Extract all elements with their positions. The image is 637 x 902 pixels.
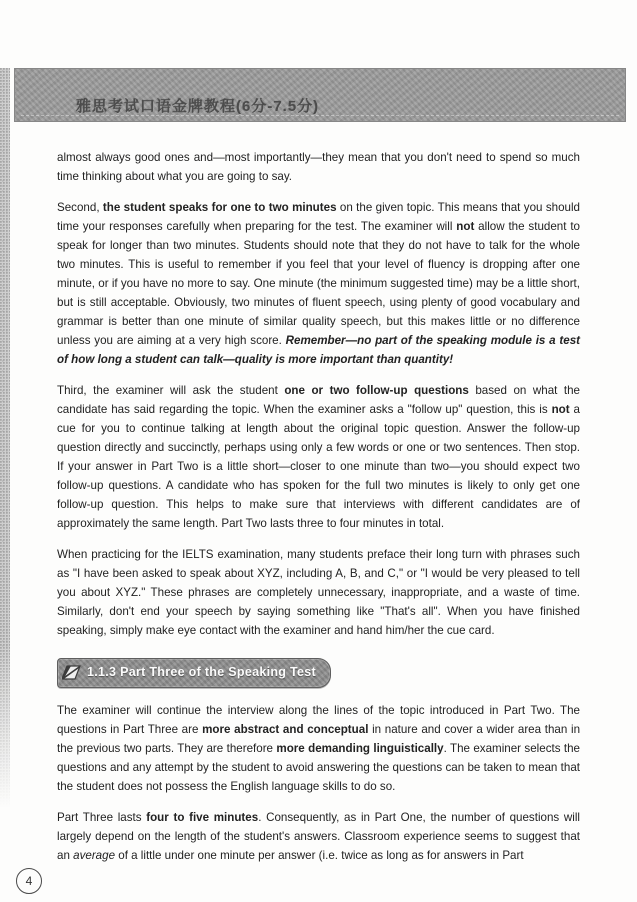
text-run: average <box>73 849 116 862</box>
chapter-header-title: 雅思考试口语金牌教程(6分-7.5分) <box>76 98 320 115</box>
text-run: The examiner will continue the interview along the lines of the topic introduced in Part Two. The questions in Part Three are <box>57 704 580 736</box>
text-run: one or two follow-up questions <box>284 384 469 397</box>
text-run: almost always good ones and—most importantly—they mean that you don't need to spend so much time thinking about what you are going to say. <box>57 151 580 183</box>
text-run: of a little under one minute per answer (i.e. twice as long as for answers in Part <box>115 849 524 862</box>
section-badge-label: 1.1.3 Part Three of the Speaking Test <box>87 665 316 679</box>
text-run: a cue for you to continue talking at length about the original topic question. Answer the follow-up question directly and succinctly, perhaps using only a few words or one or two sentences. Then stop. If your answer in Part Two is a little short—closer to one minute than two—you should expect two follow-up questions. A candidate who has spoken for the full two minutes is likely to only get one follow-up question. This helps to make sure that interviews with different candidates are of approximately the same length. Part Two lasts three to four minutes in total. <box>57 403 581 530</box>
text-run: Third, the examiner will ask the student <box>57 384 285 397</box>
paragraph <box>57 808 580 865</box>
paragraph <box>57 381 580 533</box>
text-run: four to five minutes <box>146 811 259 824</box>
paragraphs-top <box>57 148 580 640</box>
section-badge <box>57 658 331 688</box>
paragraphs-bottom <box>57 701 580 865</box>
text-run: in nature and cover a wider area than in the previous two parts. They are therefore <box>57 723 581 755</box>
chapter-header-bar <box>14 68 626 122</box>
text-run: based on what the candidate has said regarding the topic. When the examiner asks a "follow up" question, this is <box>57 384 580 416</box>
paragraph <box>57 198 580 369</box>
page-number-value: 4 <box>25 874 33 888</box>
text-run: not <box>456 220 475 233</box>
paragraph <box>57 545 580 640</box>
page-content <box>57 148 580 877</box>
text-run: the student speaks for one to two minutes <box>102 201 337 214</box>
text-run: Part Three lasts <box>57 811 147 824</box>
text-run: Second, <box>57 201 103 214</box>
text-run: not <box>551 403 570 416</box>
paragraph <box>57 701 580 796</box>
text-run: allow the student to speak for longer than two minutes. Students should note that they do not have to talk for the whole two minutes. This is useful to remember if you feel that your level of fluency is dropping after one minute, or if you have no more to say. One minute (the minimum suggested time) may be a little short, but is still acceptable. Obviously, two minutes of fluent speech, using plenty of good vocabulary and grammar is better than one minute of similar quality speech, but this makes little or no difference unless you are aiming at a very high score. <box>57 220 580 347</box>
text-run: . Consequently, as in Part One, the number of questions will largely depend on the length of the student's answers. Classroom experience seems to suggest that an <box>57 811 581 862</box>
left-edge-texture <box>0 68 10 808</box>
text-run: . The examiner selects the questions and any attempt by the student to avoid answering the questions can be taken to mean that the student does not possess the English language skills to do so. <box>57 742 581 793</box>
text-run: on the given topic. This means that you should time your responses carefully when preparing for the test. The examiner will <box>57 201 581 233</box>
text-run: more demanding linguistically <box>276 742 444 755</box>
text-run: more abstract and conceptual <box>202 723 369 736</box>
text-run: Remember—no part of the speaking module is a test of how long a student can talk—quality is more important than quantity! <box>57 334 581 366</box>
slanted-square-slash-icon <box>62 665 81 680</box>
paragraph <box>57 148 580 186</box>
text-run: When practicing for the IELTS examination, many students preface their long turn with phrases such as "I have been asked to speak about XYZ, including A, B, and C," or "I would be very pleased to tell you about XYZ." These phrases are completely unnecessary, inappropriate, and a waste of time. Similarly, don't end your speech by saying something like "That's all". When you have finished speaking, simply make eye contact with the examiner and hand him/her the cue card. <box>57 548 580 637</box>
page-number-circle <box>16 868 42 894</box>
